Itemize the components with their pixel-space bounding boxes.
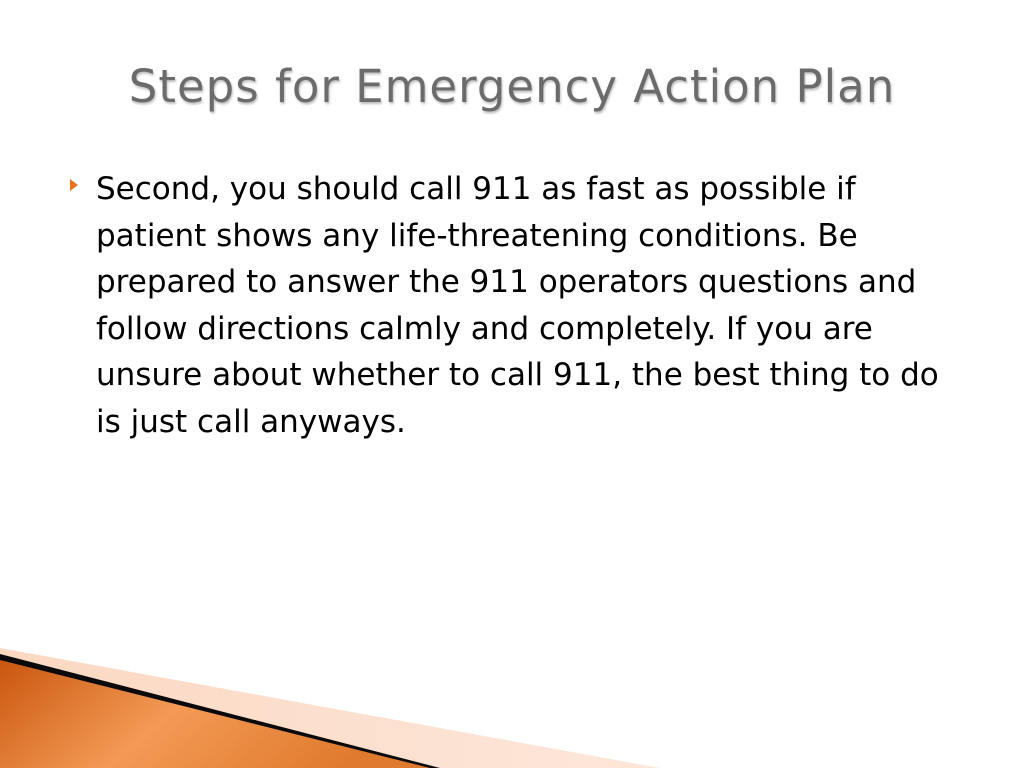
- triangle-bullet-icon: [70, 179, 78, 191]
- slide-title: Steps for Emergency Action Plan: [128, 60, 896, 113]
- bullet-item: [70, 166, 950, 445]
- bottom-decoration: [0, 640, 1024, 768]
- slide-body: [70, 166, 950, 445]
- bullet-text: Second, you should call 911 as fast as possible if patient shows any life-threatening conditions. Be prepared to answer the 911 operators questions and follow directions calmly and completely. If you are unsure about whether to call 911, the best thing to do is just call anyways.: [96, 171, 939, 440]
